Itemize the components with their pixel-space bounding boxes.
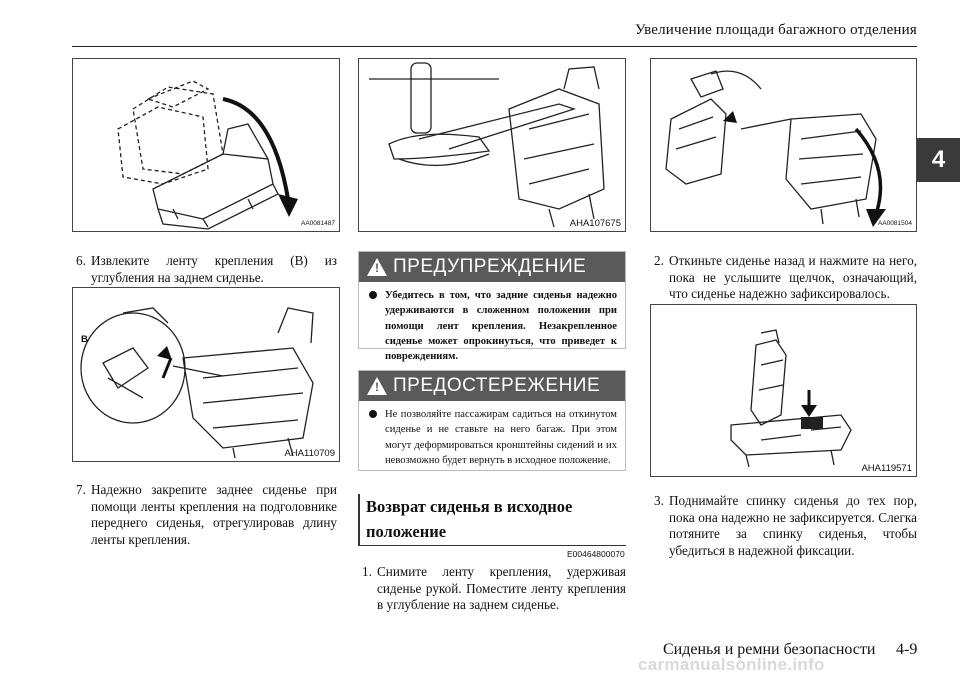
figure-code: AHA107675 [569, 218, 621, 229]
section-ref-code: E00464800070 [567, 549, 625, 559]
step-number: 6. [76, 253, 86, 268]
step-6 [76, 253, 337, 286]
step-text: Поднимайте спинку сиденья до тех пор, пока она надежно не зафиксируется. Слегка потяните за спинку сиденья, чтобы убедиться в надежной фиксации. [669, 493, 917, 558]
step-text: Надежно закрепите заднее сиденье при помощи ленты крепления на подголовнике переднего сиденья, отрегулировав длину ленты крепления. [91, 482, 337, 547]
warning-header [359, 252, 625, 282]
warning-triangle-icon: ! [367, 258, 387, 276]
step-text: Снимите ленту крепления, удерживая сиденье рукой. Поместите ленту крепления в углубление на заднем сиденье. [377, 564, 626, 612]
seat-lock-illustration [651, 305, 916, 476]
seat-tilt-illustration [651, 59, 916, 231]
step-7 [76, 482, 337, 548]
caution-title: ПРЕДОСТЕРЕЖЕНИЕ [393, 375, 601, 396]
bullet-icon [369, 410, 377, 418]
figure-code: AHA110709 [284, 448, 335, 459]
figure-code: AA0081487 [301, 220, 335, 227]
step-number: 7. [76, 482, 86, 497]
caution-text: Не позволяйте пассажирам садиться на откинутом сиденье и не ставьте на него багаж. При этом могут деформироваться кронштейны сидений и их невозможно будет вернуть в исходное положение. [385, 409, 617, 466]
figure-seat-tilt-back [650, 58, 917, 232]
warning-title: ПРЕДУПРЕЖДЕНИЕ [393, 256, 587, 277]
section-title-line1: Возврат сиденья в исходное [366, 497, 573, 516]
section-heading [358, 494, 626, 546]
section-title-line2: положение [366, 522, 447, 541]
step-text: Откиньте сиденье назад и нажмите на него, пока не услышите щелчок, означающий, что сиденье надежно зафиксировалось. [669, 253, 917, 301]
warning-callout [358, 251, 626, 363]
caution-callout [358, 370, 626, 471]
bullet-icon [369, 291, 377, 299]
return-step-3 [654, 493, 917, 559]
step-number: 2. [654, 253, 664, 268]
strap-headrest-illustration [359, 59, 625, 231]
warning-triangle-icon: ! [367, 377, 387, 395]
caution-body [359, 401, 625, 474]
seat-fold-illustration [73, 59, 339, 231]
figure-code: AHA119571 [861, 463, 912, 474]
footer-page-number: 4-9 [896, 641, 918, 658]
figure-seat-fold-forward [72, 58, 340, 232]
return-step-2 [654, 253, 917, 303]
figure-strap-headrest [358, 58, 626, 232]
figure-seat-lock [650, 304, 917, 477]
warning-text: Убедитесь в том, что задние сиденья надежно удерживаются в сложенном положении при помощи лент крепления. Незакрепленное сиденье может опрокинуться, что приведет к повреждениям. [385, 290, 617, 363]
step-number: 3. [654, 493, 664, 508]
header-rule [72, 46, 917, 47]
figure-code: AA0081504 [878, 220, 912, 227]
step-number: 1. [362, 564, 372, 579]
caution-header [359, 371, 625, 401]
figure-strap-b [72, 287, 340, 462]
return-step-1 [362, 564, 626, 614]
footer-section-title: Сиденья и ремни безопасности [663, 641, 876, 658]
watermark: carmanualsonline.info [638, 655, 825, 674]
chapter-tab: 4 [917, 138, 960, 182]
warning-body [359, 282, 625, 370]
page-header-title: Увеличение площади багажного отделения [634, 22, 917, 38]
step-text: Извлеките ленту крепления (B) из углубления на заднем сиденье. [91, 253, 337, 285]
strap-b-illustration [73, 288, 339, 461]
label-b: B [81, 334, 88, 345]
